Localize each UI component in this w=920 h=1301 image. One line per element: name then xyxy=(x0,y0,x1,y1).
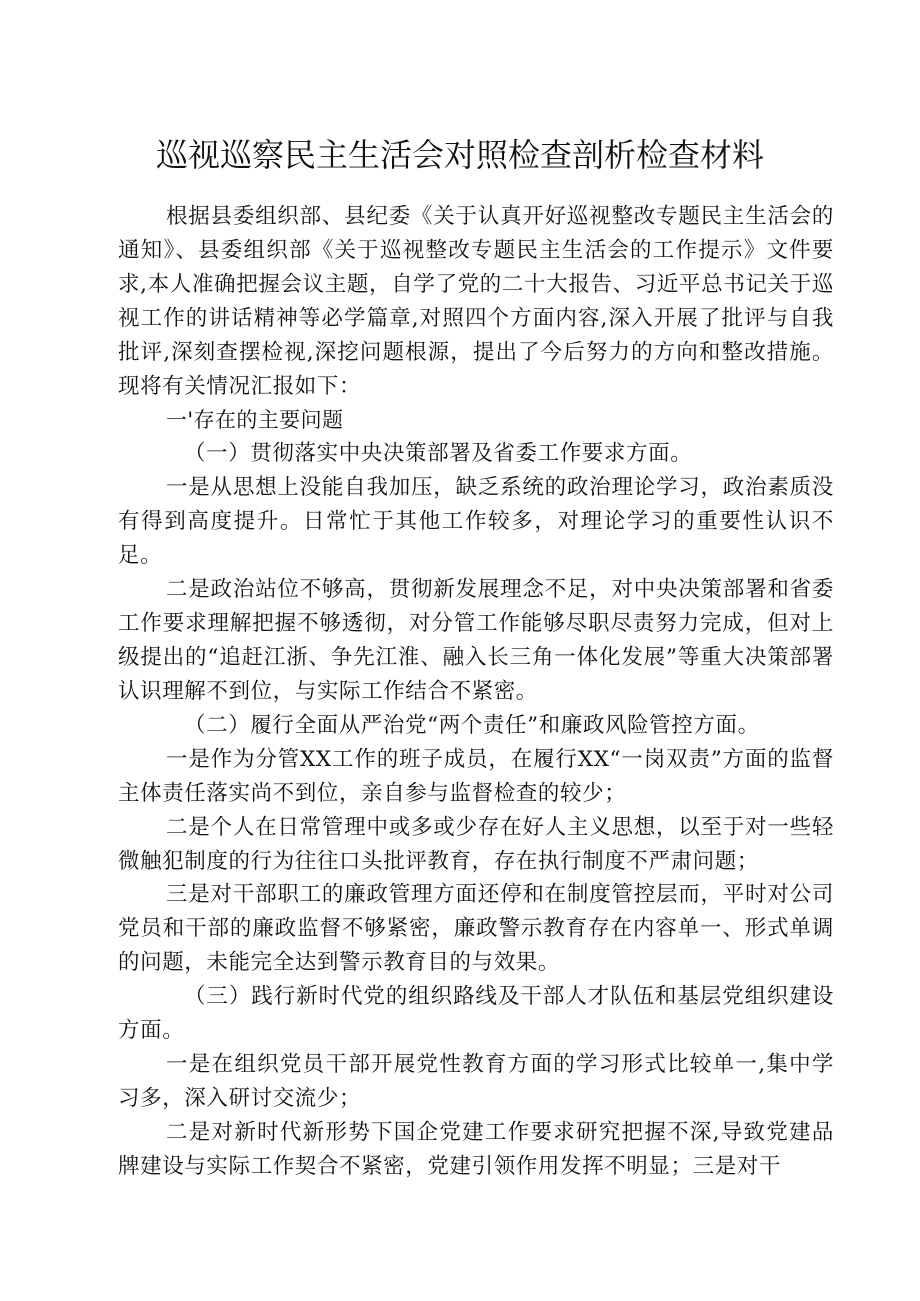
paragraph-3-1: 一是在组织党员干部开展党性教育方面的学习形式比较单一,集中学习多，深入研讨交流少； xyxy=(118,1052,834,1112)
paragraph-1-2: 二是政治站位不够高，贯彻新发展理念不足，对中央决策部署和省委工作要求理解把握不够透彻，对分管工作能够尽职尽责努力完成，但对上级提出的“追赶江浙、争先江淮、融入长三角一体化发展”等重大决策部署认识理解不到位，与实际工作结合不紧密。 xyxy=(118,577,834,704)
paragraph-1-1: 一是从思想上没能自我加压，缺乏系统的政治理论学习，政治素质没有得到高度提升。日常忙于其他工作较多，对理论学习的重要性认识不足。 xyxy=(118,475,834,569)
paragraph-3-2: 二是对新时代新形势下国企党建工作要求研究把握不深,导致党建品牌建设与实际工作契合不紧密，党建引领作用发挥不明显；三是对干 xyxy=(118,1119,834,1179)
subsection-heading-1: （一）贯彻落实中央决策部署及省委工作要求方面。 xyxy=(184,441,693,467)
document-body xyxy=(118,200,834,1184)
document-title: 巡视巡察民主生活会对照检查剖析检查材料 xyxy=(155,136,764,174)
intro-paragraph: 根据县委组织部、县纪委《关于认真开好巡视整改专题民主生活会的通知》、县委组织部《关于巡视整改专题民主生活会的工作提示》文件要求,本人准确把握会议主题，自学了党的二十大报告、习近平总书记关于巡视工作的讲话精神等必学篇章,对照四个方面内容,深入开展了批评与自我批评,深刻查摆检视,深挖问题根源，提出了今后努力的方向和整改措施。现将有关情况汇报如下： xyxy=(118,204,834,399)
paragraph-2-2: 二是个人在日常管理中或多或少存在好人主义思想，以至于对一些轻微触犯制度的行为往往口头批评教育，存在执行制度不严肃问题； xyxy=(118,814,834,874)
subsection-heading-3: （三）践行新时代党的组织路线及干部人才队伍和基层党组织建设方面。 xyxy=(118,984,834,1044)
subsection-heading-2: （二）履行全面从严治党“两个责任”和廉政风险管控方面。 xyxy=(184,712,760,738)
paragraph-2-1: 一是作为分管XX工作的班子成员，在履行XX“一岗双责”方面的监督主体责任落实尚不到位，亲自参与监督检查的较少； xyxy=(118,746,834,806)
paragraph-2-3: 三是对干部职工的廉政管理方面还停和在制度管控层而，平时对公司党员和干部的廉政监督不够紧密，廉政警示教育存在内容单一、形式单调的问题，未能完全达到警示教育目的与效果。 xyxy=(118,882,834,976)
section-heading-problems: 一'存在的主要问题 xyxy=(166,408,344,433)
